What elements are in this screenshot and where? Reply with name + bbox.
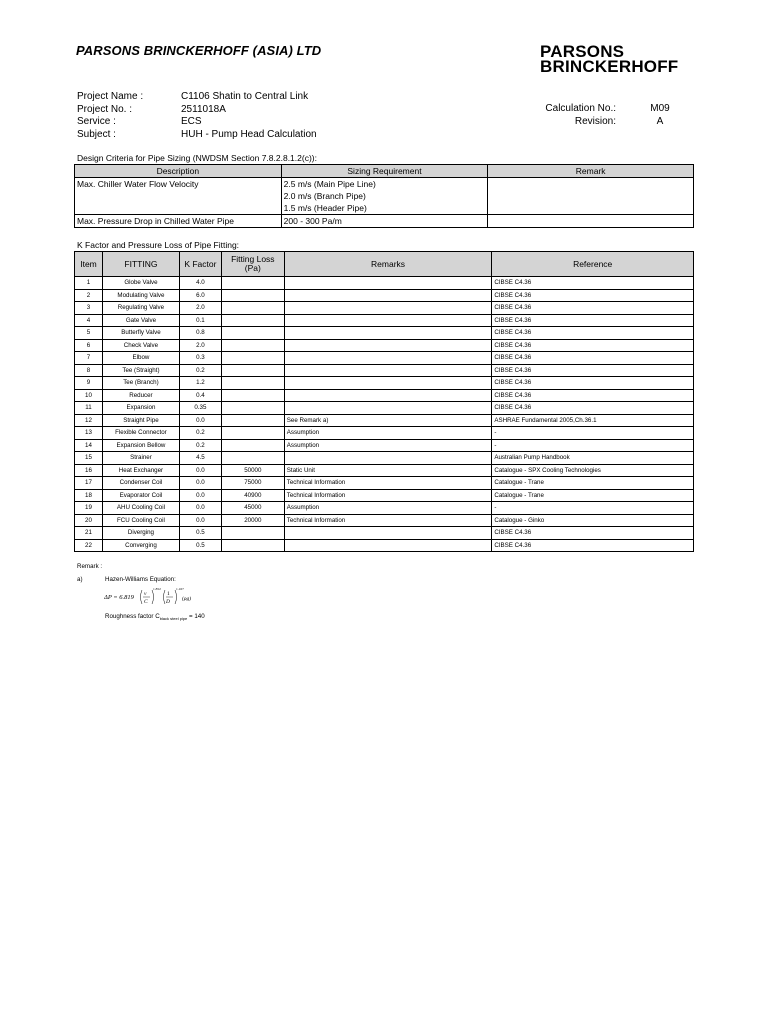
fitting-cell: Reducer: [102, 389, 179, 402]
fitting-loss-cell: 20000: [221, 514, 284, 527]
reference-cell: CIBSE C4.36: [492, 277, 694, 290]
table-row: [75, 277, 694, 290]
hazen-williams-equation: [104, 586, 194, 608]
table-row: [75, 452, 694, 465]
remark-marker: a): [77, 576, 83, 583]
roughness-prefix: Roughness factor C: [105, 613, 160, 620]
requirement-line: 1.5 m/s (Header Pipe): [283, 203, 367, 213]
table-row: [75, 289, 694, 302]
remarks-cell: [284, 452, 492, 465]
calculation-no-label: Calculation No.:: [545, 103, 616, 114]
fitting-loss-cell: [221, 289, 284, 302]
item-cell: 2: [75, 289, 103, 302]
requirement-line: 2.0 m/s (Branch Pipe): [283, 191, 366, 201]
fitting-loss-cell: [221, 439, 284, 452]
fitting-cell: Heat Exchanger: [102, 464, 179, 477]
k-factor-caption: K Factor and Pressure Loss of Pipe Fitting:: [77, 240, 240, 250]
fitting-loss-cell: [221, 527, 284, 540]
fitting-loss-cell: [221, 452, 284, 465]
k-factor-cell: 0.2: [179, 364, 221, 377]
item-cell: 13: [75, 427, 103, 440]
revision-value: A: [656, 115, 664, 127]
roughness-factor: [105, 613, 205, 621]
reference-cell: CIBSE C4.36: [492, 364, 694, 377]
remarks-cell: [284, 402, 492, 415]
remarks-cell: [284, 389, 492, 402]
remarks-cell: Technical Information: [284, 489, 492, 502]
item-cell: 9: [75, 377, 103, 390]
table-row: [75, 539, 694, 552]
fitting-cell: Regulating Valve: [102, 302, 179, 315]
criteria-header-description: Description: [75, 165, 282, 178]
table-row: [75, 464, 694, 477]
k-factor-cell: 0.2: [179, 427, 221, 440]
header-fitting-loss: Fitting Loss (Pa): [221, 252, 284, 277]
k-factor-table: [74, 251, 694, 552]
table-row: [75, 414, 694, 427]
fitting-cell: Converging: [102, 539, 179, 552]
project-name-value: C1106 Shatin to Central Link: [181, 91, 309, 102]
fitting-loss-cell: [221, 277, 284, 290]
remarks-cell: Assumption: [284, 502, 492, 515]
svg-text:ΔP = 6.819: ΔP = 6.819: [104, 594, 134, 601]
project-name-label: Project Name :: [77, 91, 144, 102]
remarks-cell: Assumption: [284, 427, 492, 440]
calc-values: [640, 103, 680, 128]
fitting-cell: Globe Valve: [102, 277, 179, 290]
fitting-cell: Check Valve: [102, 339, 179, 352]
roughness-suffix: = 140: [187, 613, 205, 620]
roughness-subscript: black steel pipe: [159, 616, 188, 622]
item-cell: 11: [75, 402, 103, 415]
item-cell: 21: [75, 527, 103, 540]
fitting-loss-cell: [221, 314, 284, 327]
fitting-cell: Straight Pipe: [102, 414, 179, 427]
remarks-cell: [284, 539, 492, 552]
k-factor-cell: 0.2: [179, 439, 221, 452]
header-item: Item: [75, 252, 103, 277]
remarks-cell: [284, 339, 492, 352]
remarks-cell: [284, 289, 492, 302]
header-fitting: FITTING: [102, 252, 179, 277]
reference-cell: CIBSE C4.36: [492, 302, 694, 315]
svg-text:1.852: 1.852: [153, 587, 161, 591]
item-cell: 17: [75, 477, 103, 490]
fitting-loss-cell: 50000: [221, 464, 284, 477]
fitting-cell: Condenser Coil: [102, 477, 179, 490]
service-value: ECS: [181, 116, 202, 127]
item-cell: 1: [75, 277, 103, 290]
k-factor-cell: 0.3: [179, 352, 221, 365]
fitting-cell: Evaporator Coil: [102, 489, 179, 502]
subject-label: Subject :: [77, 128, 116, 140]
reference-cell: CIBSE C4.36: [492, 352, 694, 365]
fitting-loss-cell: 75000: [221, 477, 284, 490]
reference-cell: CIBSE C4.36: [492, 402, 694, 415]
criteria-description: Max. Pressure Drop in Chilled Water Pipe: [75, 215, 282, 228]
table-row: [75, 402, 694, 415]
logo-line-1: PARSONS: [540, 42, 625, 61]
svg-text:1.167: 1.167: [176, 587, 184, 591]
project-values: [181, 91, 481, 141]
remarks-cell: [284, 327, 492, 340]
remarks-cell: See Remark a): [284, 414, 492, 427]
item-cell: 8: [75, 364, 103, 377]
calc-labels: [520, 103, 616, 128]
k-factor-cell: 0.0: [179, 414, 221, 427]
item-cell: 22: [75, 539, 103, 552]
item-cell: 5: [75, 327, 103, 340]
fitting-cell: Expansion Bellow: [102, 439, 179, 452]
item-cell: 3: [75, 302, 103, 315]
logo-line-2: BRINCKERHOFF: [540, 57, 679, 76]
reference-cell: -: [492, 439, 694, 452]
calculation-no-value: M09: [650, 103, 670, 114]
k-factor-cell: 0.8: [179, 327, 221, 340]
project-no-value: 2511018A: [181, 103, 226, 115]
table-row: [75, 352, 694, 365]
reference-cell: ASHRAE Fundamental 2005,Ch.36.1: [492, 414, 694, 427]
remarks-cell: [284, 314, 492, 327]
k-factor-cell: 0.1: [179, 314, 221, 327]
design-criteria-table: [74, 164, 694, 228]
criteria-header-requirement: Sizing Requirement: [281, 165, 488, 178]
k-factor-cell: 4.0: [179, 277, 221, 290]
table-row: [75, 502, 694, 515]
remarks-cell: [284, 377, 492, 390]
reference-cell: CIBSE C4.36: [492, 327, 694, 340]
table-row: [75, 364, 694, 377]
remarks-cell: Technical Information: [284, 514, 492, 527]
remarks-cell: Technical Information: [284, 477, 492, 490]
table-row: [75, 514, 694, 527]
table-row: [75, 302, 694, 315]
remarks-cell: [284, 527, 492, 540]
fitting-loss-cell: [221, 427, 284, 440]
k-factor-cell: 0.35: [179, 402, 221, 415]
remarks-cell: [284, 352, 492, 365]
reference-cell: Catalogue - Ginko: [492, 514, 694, 527]
item-cell: 4: [75, 314, 103, 327]
reference-cell: CIBSE C4.36: [492, 339, 694, 352]
remarks-cell: Static Unit: [284, 464, 492, 477]
k-factor-cell: 0.0: [179, 502, 221, 515]
fitting-cell: FCU Cooling Coil: [102, 514, 179, 527]
k-factor-cell: 0.5: [179, 539, 221, 552]
remark-item-title: Hazen-Williams Equation:: [105, 576, 176, 583]
reference-cell: CIBSE C4.36: [492, 289, 694, 302]
item-cell: 18: [75, 489, 103, 502]
company-name: PARSONS BRINCKERHOFF (ASIA) LTD: [76, 43, 322, 58]
project-no-label: Project No. :: [77, 103, 133, 115]
fitting-loss-cell: [221, 414, 284, 427]
k-factor-cell: 2.0: [179, 339, 221, 352]
reference-cell: CIBSE C4.36: [492, 527, 694, 540]
table-row: [75, 389, 694, 402]
table-row: [75, 377, 694, 390]
svg-text:v: v: [144, 591, 147, 597]
svg-text:1: 1: [167, 591, 170, 597]
table-row: [75, 314, 694, 327]
k-factor-cell: 1.2: [179, 377, 221, 390]
reference-cell: CIBSE C4.36: [492, 314, 694, 327]
table-row: [75, 339, 694, 352]
fitting-loss-cell: 45000: [221, 502, 284, 515]
design-criteria-caption: Design Criteria for Pipe Sizing (NWDSM Section 7.8.2.8.1.2(c)):: [77, 153, 317, 163]
service-label: Service :: [77, 116, 116, 127]
fitting-loss-cell: [221, 402, 284, 415]
svg-text:D: D: [166, 599, 170, 605]
item-cell: 19: [75, 502, 103, 515]
remarks-cell: [284, 364, 492, 377]
item-cell: 16: [75, 464, 103, 477]
reference-cell: -: [492, 502, 694, 515]
fitting-loss-cell: [221, 339, 284, 352]
item-cell: 20: [75, 514, 103, 527]
fitting-cell: Modulating Valve: [102, 289, 179, 302]
item-cell: 12: [75, 414, 103, 427]
header-remarks: Remarks: [284, 252, 492, 277]
reference-cell: Australian Pump Handbook: [492, 452, 694, 465]
reference-cell: Catalogue - Trane: [492, 477, 694, 490]
fitting-cell: Flexible Connector: [102, 427, 179, 440]
fitting-loss-cell: [221, 302, 284, 315]
table-row: [75, 427, 694, 440]
svg-text:C: C: [144, 599, 148, 605]
reference-cell: CIBSE C4.36: [492, 377, 694, 390]
criteria-remark: [488, 215, 694, 228]
fitting-loss-cell: [221, 377, 284, 390]
k-factor-cell: 4.5: [179, 452, 221, 465]
reference-cell: Catalogue - Trane: [492, 489, 694, 502]
fitting-loss-cell: 40900: [221, 489, 284, 502]
fitting-loss-cell: [221, 539, 284, 552]
remark-title: Remark :: [77, 563, 103, 570]
fitting-cell: Elbow: [102, 352, 179, 365]
fitting-cell: Tee (Branch): [102, 377, 179, 390]
fitting-loss-cell: [221, 352, 284, 365]
table-row: [75, 178, 694, 215]
criteria-description: Max. Chiller Water Flow Velocity: [75, 178, 282, 215]
k-factor-cell: 0.0: [179, 464, 221, 477]
remarks-cell: Assumption: [284, 439, 492, 452]
k-factor-body: [75, 277, 694, 552]
item-cell: 6: [75, 339, 103, 352]
table-row: [75, 327, 694, 340]
table-row: [75, 527, 694, 540]
table-row: [75, 477, 694, 490]
item-cell: 15: [75, 452, 103, 465]
table-row: [75, 439, 694, 452]
criteria-requirement: [281, 178, 488, 215]
header-reference: Reference: [492, 252, 694, 277]
remarks-cell: [284, 302, 492, 315]
project-labels: [77, 91, 177, 141]
k-factor-cell: 0.0: [179, 477, 221, 490]
requirement-line: 2.5 m/s (Main Pipe Line): [283, 179, 376, 189]
fitting-loss-cell: [221, 364, 284, 377]
criteria-header-remark: Remark: [488, 165, 694, 178]
reference-cell: -: [492, 427, 694, 440]
k-factor-cell: 0.4: [179, 389, 221, 402]
fitting-cell: Expansion: [102, 402, 179, 415]
fitting-cell: AHU Cooling Coil: [102, 502, 179, 515]
revision-label: Revision:: [574, 115, 616, 127]
k-factor-cell: 6.0: [179, 289, 221, 302]
criteria-remark: [488, 178, 694, 215]
item-cell: 14: [75, 439, 103, 452]
fitting-cell: Strainer: [102, 452, 179, 465]
item-cell: 10: [75, 389, 103, 402]
svg-text:(ρg): (ρg): [182, 596, 192, 602]
fitting-cell: Diverging: [102, 527, 179, 540]
fitting-loss-cell: [221, 389, 284, 402]
table-row: [75, 215, 694, 228]
company-logo: [540, 44, 678, 74]
header-k-factor: K Factor: [179, 252, 221, 277]
reference-cell: CIBSE C4.36: [492, 539, 694, 552]
fitting-cell: Gate Valve: [102, 314, 179, 327]
fitting-loss-cell: [221, 327, 284, 340]
k-factor-cell: 0.0: [179, 489, 221, 502]
table-row: [75, 489, 694, 502]
remarks-cell: [284, 277, 492, 290]
item-cell: 7: [75, 352, 103, 365]
fitting-cell: Butterfly Valve: [102, 327, 179, 340]
reference-cell: CIBSE C4.36: [492, 389, 694, 402]
subject-value: HUH - Pump Head Calculation: [181, 128, 317, 140]
k-factor-cell: 0.5: [179, 527, 221, 540]
reference-cell: Catalogue - SPX Cooling Technologies: [492, 464, 694, 477]
k-factor-cell: 2.0: [179, 302, 221, 315]
criteria-requirement: 200 - 300 Pa/m: [281, 215, 488, 228]
fitting-cell: Tee (Straight): [102, 364, 179, 377]
k-factor-cell: 0.0: [179, 514, 221, 527]
